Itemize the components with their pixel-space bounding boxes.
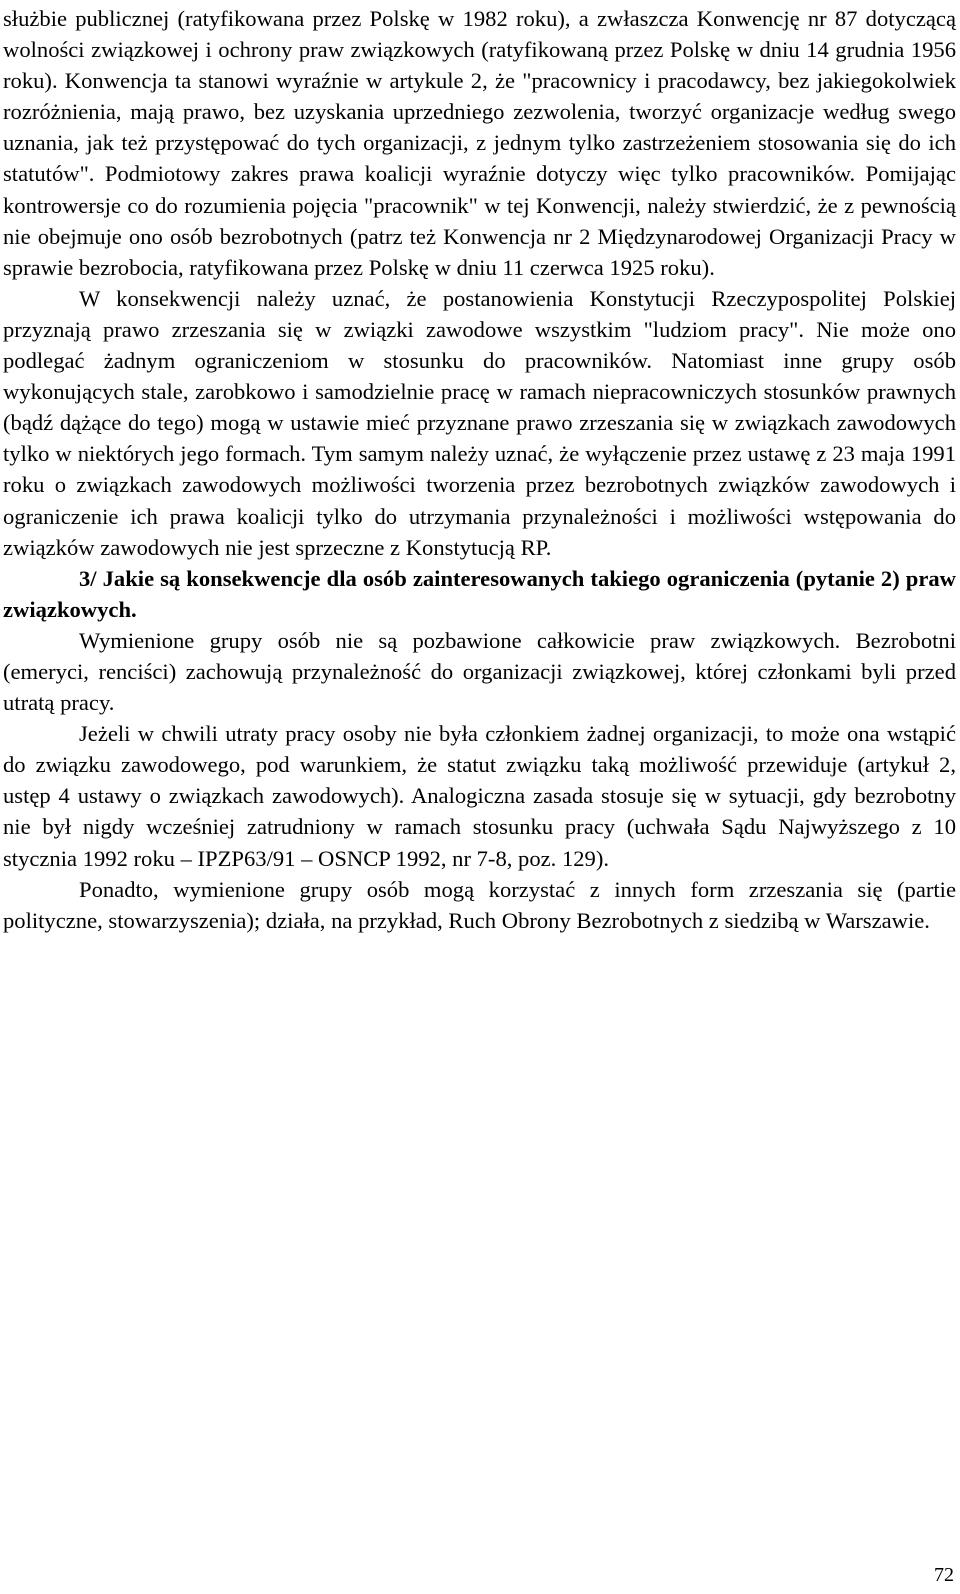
paragraph-convention-87: służbie publicznej (ratyfikowana przez Polskę w 1982 roku), a zwłaszcza Konwencję nr 87 dotyczącą wolności związkowej i ochrony praw związkowych (ratyfikowaną przez Polskę w dniu 14 grudnia 1956 roku). Konwencja ta stanowi wyraźnie w artykule 2, że "pracownicy i pracodawcy, bez jakiegokolwiek rozróżnienia, mają prawo, bez uzyskania uprzedniego zezwolenia, tworzyć organizacje według swego uznania, jak też przystępować do tych organizacji, z jednym tylko zastrzeżeniem stosowania się do ich statutów". Podmiotowy zakres prawa koalicji wyraźnie dotyczy więc tylko pracowników. Pomijając kontrowersje co do rozumienia pojęcia "pracownik" w tej Konwencji, należy stwierdzić, że z pewnością nie obejmuje ono osób bezrobotnych (patrz też Konwencja nr 2 Międzynarodowej Organizacji Pracy w sprawie bezrobocia, ratyfikowana przez Polskę w dniu 11 czerwca 1925 roku). (3, 6, 956, 280)
paragraph-consequence: W konsekwencji należy uznać, że postanowienia Konstytucji Rzeczypospolitej Polskiej przyznają prawo zrzeszania się w związki zawodowe wszystkim "ludziom pracy". Nie może ono podlegać żadnym ograniczeniom w stosunku do pracowników. Natomiast inne grupy osób wykonujących stale, zarobkowo i samodzielnie pracę w ramach niepracowniczych stosunków prawnych (bądź dążące do tego) mogą w ustawie mieć przyznane prawo zrzeszania się w związkach zawodowych tylko w niektórych jego formach. Tym samym należy uznać, że wyłączenie przez ustawę z 23 maja 1991 roku o związkach zawodowych możliwości tworzenia przez bezrobotnych związków zawodowych i ograniczenie ich prawa koalicji tylko do utrzymania przynależności i możliwości wstępowania do związków zawodowych nie jest sprzeczne z Konstytucją RP. (3, 285, 956, 560)
section-heading-3: 3/ Jakie są konsekwencje dla osób zainteresowanych takiego ograniczenia (pytanie 2) praw związkowych. (3, 565, 956, 622)
paragraph-other-associations: Ponadto, wymienione grupy osób mogą korzystać z innych form zrzeszania się (partie polityczne, stowarzyszenia); działa, na przykład, Ruch Obrony Bezrobotnych z siedzibą w Warszawie. (3, 876, 956, 933)
document-page (3, 3, 956, 936)
paragraph-unemployed-rights: Wymienione grupy osób nie są pozbawione całkowicie praw związkowych. Bezrobotni (emeryci, renciści) zachowują przynależność do organizacji związkowej, której członkami byli przed utratą pracy. (3, 627, 956, 716)
page-number: 72 (934, 1564, 954, 1586)
paragraph-joining-union: Jeżeli w chwili utraty pracy osoby nie była członkiem żadnej organizacji, to może ona wstąpić do związku zawodowego, pod warunkiem, że statut związku taką możliwość przewiduje (artykuł 2, ustęp 4 ustawy o związkach zawodowych). Analogiczna zasada stosuje się w sytuacji, gdy bezrobotny nie był nigdy wcześniej zatrudniony w ramach stosunku pracy (uchwała Sądu Najwyższego z 10 stycznia 1992 roku – IPZP63/91 – OSNCP 1992, nr 7-8, poz. 129). (3, 721, 956, 871)
